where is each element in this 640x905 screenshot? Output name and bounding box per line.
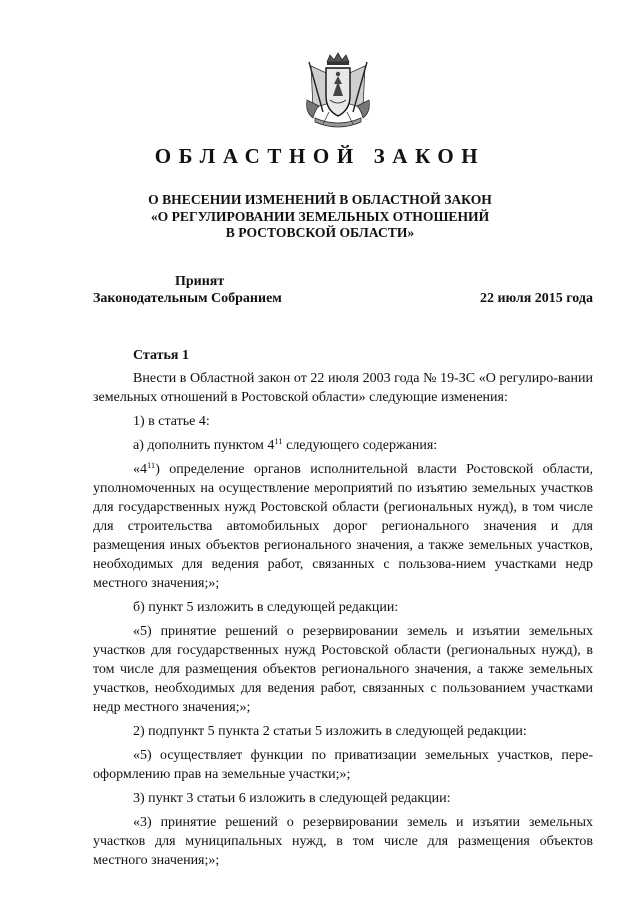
quote-4-11-start: «4 [133, 462, 147, 477]
paragraph-quote-5-article-5: «5) осуществляет функции по приватизации земельных участков, пере-оформлению прав на земельные участки;»; [93, 748, 593, 782]
quote-4-11-text: ) определение органов исполнительной власти Ростовской области, уполномоченных на осуществление мероприятий по изъятию земельных участков для государственных нужд Ростовской области (региональных нужд), в том числе для строительства автомобильных дорог регионального значения и для размещения иных объектов регионального значения, а также земельных участков, необходимых для ведения работ, связанных с пользова-нием участками недр местного значения;»; [93, 462, 593, 591]
adoption-label: Принят [175, 274, 225, 289]
article-heading: Статья 1 [133, 348, 189, 363]
paragraph-quote-5: «5) принятие решений о резервировании земель и изъятии земельных участков для государственных нужд Ростовской области (региональных нужд), в том числе для размещения объектов регионального значения, а также земельных участков, необходимых для ведения работ, связанных с пользованием участками недр местного значения;»; [93, 624, 593, 715]
paragraph-item-1a-text-end: следующего содержания: [282, 438, 438, 453]
law-title [0, 192, 640, 242]
paragraph-item-3: 3) пункт 3 статьи 6 изложить в следующей редакции: [133, 791, 451, 806]
paragraph-item-2: 2) подпункт 5 пункта 2 статьи 5 изложить в следующей редакции: [133, 724, 527, 739]
law-title-line-3: В РОСТОВСКОЙ ОБЛАСТИ» [225, 225, 415, 240]
paragraph-item-1: 1) в статье 4: [133, 414, 210, 429]
superscript: 11 [147, 460, 156, 470]
adoption-date: 22 июля 2015 года [479, 291, 593, 306]
paragraph-item-1a-text: а) дополнить пунктом 4 [133, 438, 275, 453]
paragraph-intro: Внести в Областной закон от 22 июля 2003 года № 19-ЗС «О регулиро-вании земельных отношений в Ростовской области» следующие изменения: [93, 371, 593, 405]
superscript: 11 [274, 436, 283, 446]
article-body [93, 369, 593, 870]
paragraph-quote-4-11 [93, 460, 593, 593]
law-title-line-2: «О РЕГУЛИРОВАНИИ ЗЕМЕЛЬНЫХ ОТНОШЕНИЙ [150, 208, 490, 224]
paragraph-item-1a [93, 436, 593, 455]
document-type-title: ОБЛАСТНОЙ ЗАКОН [154, 144, 486, 168]
law-title-line-1: О ВНЕСЕНИИ ИЗМЕНЕНИЙ В ОБЛАСТНОЙ ЗАКОН [148, 192, 492, 207]
paragraph-item-1b: б) пункт 5 изложить в следующей редакции: [133, 600, 399, 615]
paragraph-quote-3: «3) принятие решений о резервировании земель и изъятии земельных участков для муниципальных нужд, в том числе для размещения объектов местного значения;»; [93, 815, 593, 868]
rostov-oblast-coat-of-arms-icon [303, 52, 373, 130]
adopting-body: Законодательным Собранием [93, 291, 282, 306]
